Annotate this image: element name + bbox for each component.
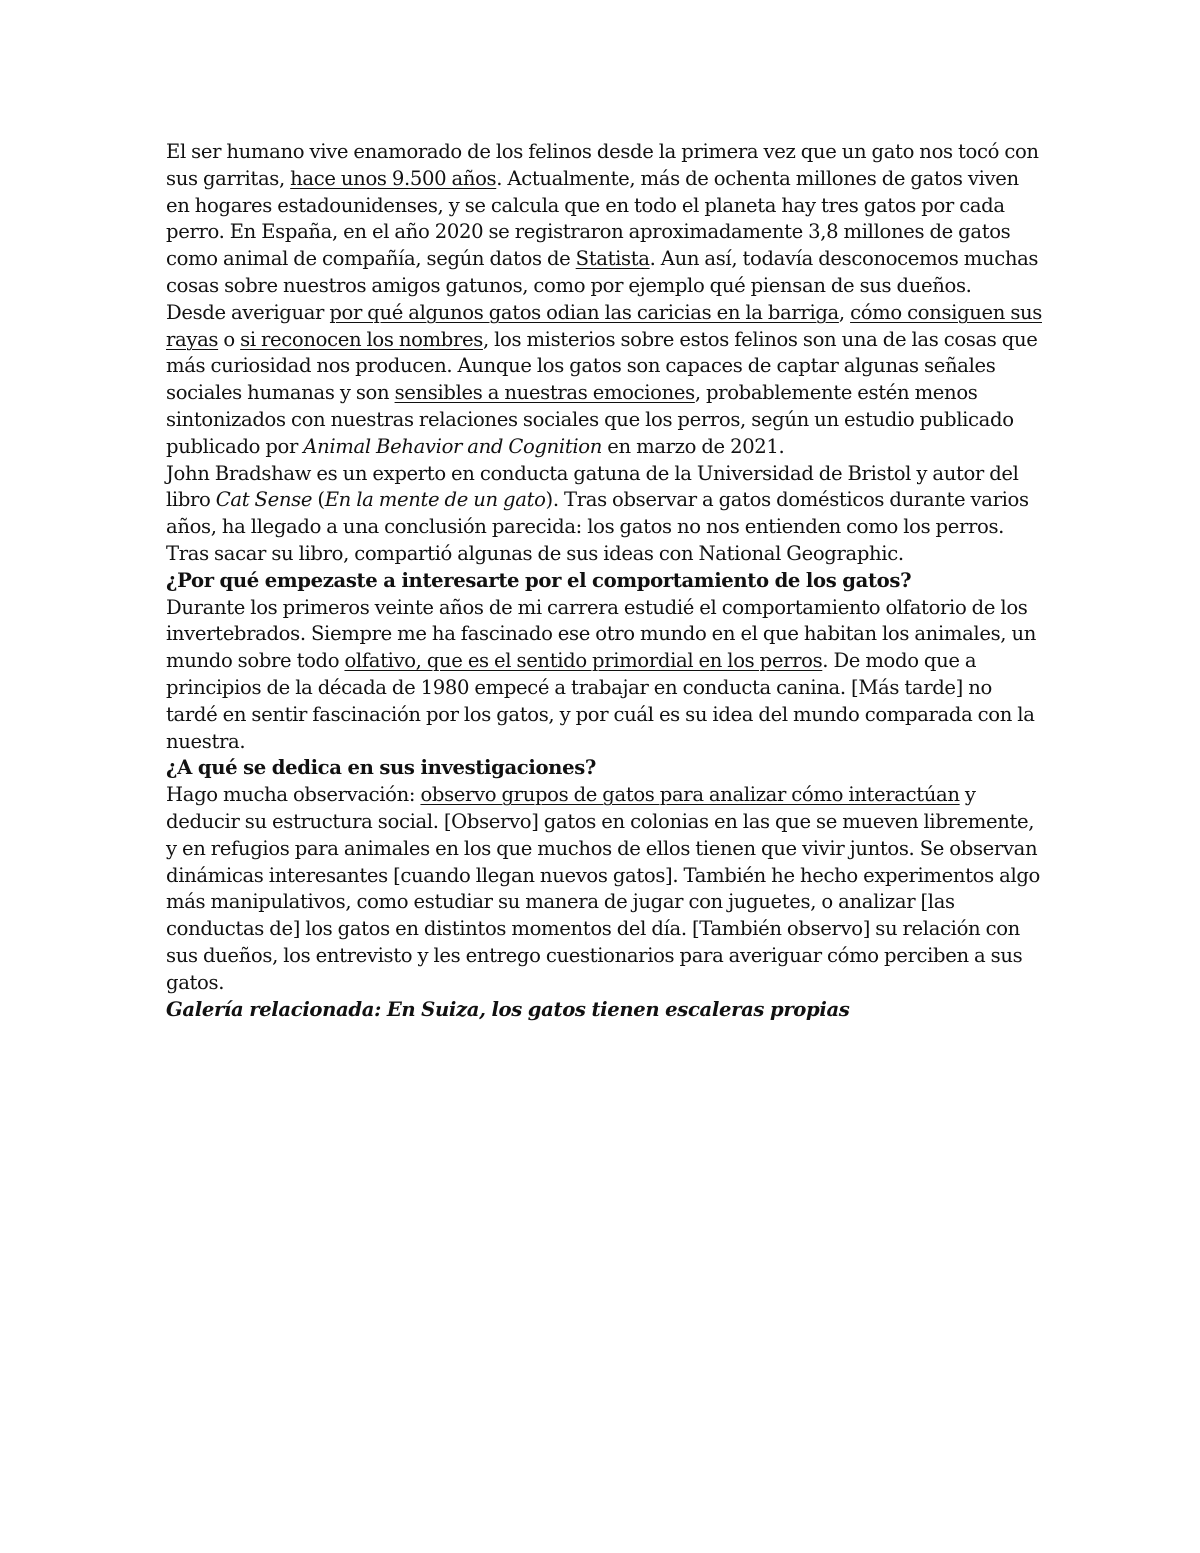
journal-title: Animal Behavior and Cognition	[303, 434, 603, 458]
book-title-spanish: En la mente de un gato	[324, 488, 546, 512]
text-span: Hago mucha observación:	[166, 783, 421, 807]
text-span: Desde averiguar	[166, 300, 330, 324]
text-span: . De modo que a principios de la década de 1980 empecé a trabajar en conducta canina. [Más tarde] no tardé en sentir fascinación por los gatos, y por cuál es su idea del mundo comparada con la nuestra.	[166, 649, 1035, 753]
text-span: (	[312, 488, 325, 512]
link-stripes[interactable]: cómo consiguen sus rayas	[166, 300, 1042, 351]
text-span: , los misterios sobre estos felinos son una de las cosas que más curiosidad nos producen. Aunque los gatos son capaces de captar algunas señales sociales humanas y son	[166, 327, 1038, 405]
text-span: . Aun así, todavía desconocemos muchas cosas sobre nuestros amigos gatunos, como por ejemplo qué piensan de sus dueños.	[166, 247, 1039, 297]
link-olfactory[interactable]: olfativo, que es el sentido primordial en los perros	[344, 649, 823, 673]
answer-1-paragraph	[166, 595, 1046, 756]
related-gallery-line: Galería relacionada: En Suiza, los gatos tienen escaleras propias	[166, 997, 850, 1021]
intro-paragraph	[166, 139, 1046, 300]
text-span: John Bradshaw es un experto en conducta gatuna de la Universidad de Bristol y autor del libro	[166, 461, 1019, 512]
text-span: Durante los primeros veinte años de mi carrera estudié el comportamiento olfatorio de los invertebrados. Siempre me ha fascinado ese otro mundo en el que habitan los animales, un mundo sobre todo	[166, 595, 1036, 673]
link-statista[interactable]: Statista	[575, 247, 650, 271]
text-span: en marzo de 2021.	[602, 434, 785, 458]
link-names[interactable]: si reconocen los nombres	[240, 327, 483, 351]
link-belly-petting[interactable]: por qué algunos gatos odian las caricias en la barriga	[329, 300, 839, 324]
text-span: ,	[838, 300, 851, 324]
question-2-heading: ¿A qué se dedica en sus investigaciones?	[166, 756, 597, 780]
answer-2-paragraph	[166, 782, 1046, 996]
text-span: , probablemente estén menos sintonizados con nuestras relaciones sociales que los perros, según un estudio publicado publicado por	[166, 381, 1014, 458]
text-span: . Actualmente, más de ochenta millones de gatos viven en hogares estadounidenses, y se calcula que en todo el planeta hay tres gatos por cada perro. En España, en el año 2020 se registraron aproximadamente 3,8 millones de gatos como animal de compañía, según datos de	[166, 166, 1019, 271]
bradshaw-paragraph	[166, 461, 1046, 568]
mysteries-paragraph	[166, 300, 1046, 461]
link-cat-groups[interactable]: observo grupos de gatos para analizar cómo interactúan	[420, 783, 960, 807]
text-span: ). Tras observar a gatos domésticos durante varios años, ha llegado a una conclusión parecida: los gatos no nos entienden como los perros. Tras sacar su libro, compartió algunas de sus ideas con National Geographic.	[166, 488, 1029, 565]
text-span: El ser humano vive enamorado de los felinos desde la primera vez que un gato nos tocó con sus garritas,	[166, 140, 1039, 190]
book-title: Cat Sense	[215, 488, 313, 512]
text-span: y deducir su estructura social. [Observo] gatos en colonias en las que se mueven libremente, y en refugios para animales en los que muchos de ellos tienen que vivir juntos. Se observan dinámicas interesantes [cuando llegan nuevos gatos]. También he hecho experimentos algo más manipulativos, como estudiar su manera de jugar con juguetes, o analizar [las conductas de] los gatos en distintos momentos del día. [También observo] su relación con sus dueños, los entrevisto y les entrego cuestionarios para averiguar cómo perciben a sus gatos.	[166, 783, 1040, 994]
link-emotions[interactable]: sensibles a nuestras emociones	[394, 381, 695, 405]
text-span: o	[218, 327, 241, 351]
article-body	[166, 139, 1046, 1023]
question-1-heading: ¿Por qué empezaste a interesarte por el comportamiento de los gatos?	[166, 568, 912, 592]
link-9500-years[interactable]: hace unos 9.500 años	[290, 166, 497, 190]
